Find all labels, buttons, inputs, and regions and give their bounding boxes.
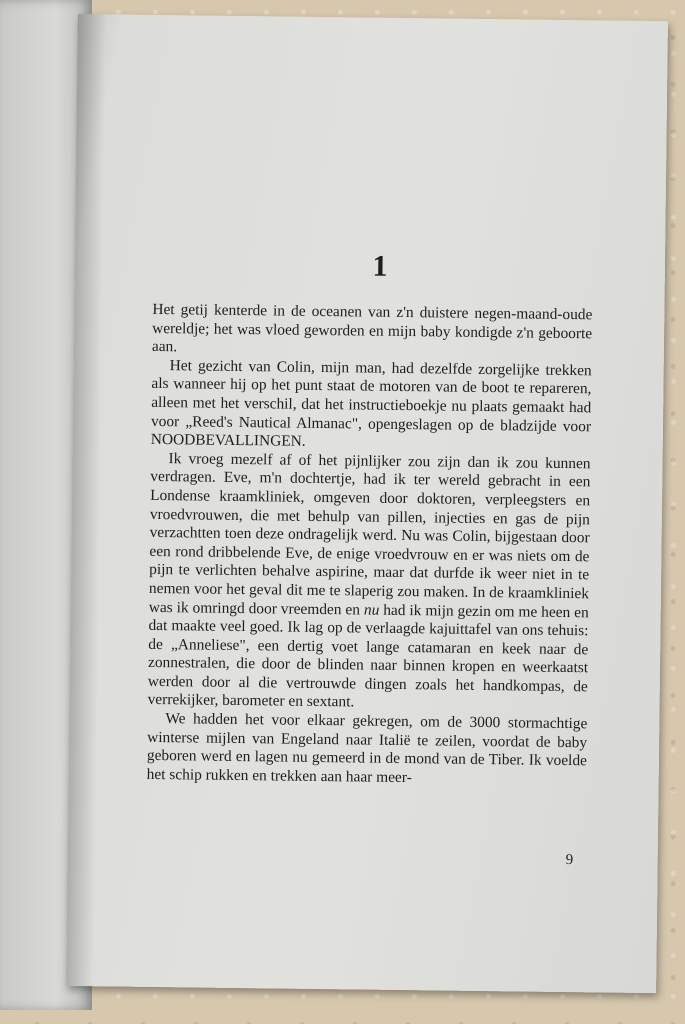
paragraph	[148, 450, 591, 716]
paragraph	[152, 301, 593, 362]
paragraph-text: Ik vroeg mezelf af of het pijnlijker zou zijn dan ik zou kunnen verdragen. Eve, m'n dochtertje, had ik ter wereld gebracht in een Londense kraamkliniek, omgeven door doktoren, verpleegsters en vroedvrouwen, die met behulp van pillen, injecties en gas de pijn verzachtten toen deze ondragelijk werd. Nu was Colin, bijgestaan door een rond dribbelende Eve, de enige vroedvrouw en er was niets om de pijn te verlichten behalve aspirine, maar dat durfde ik weer niet in te nemen voor het geval dit me te slaperig zou maken. In de kraamkliniek was ik omringd door vreemden en	[148, 449, 591, 619]
book-page	[66, 14, 668, 993]
body-text	[147, 301, 593, 790]
paragraph-text: had ik mijn gezin om me heen en dat maakte veel goed. Ik lag op de verlaagde kajuittafel van ons tehuis: de „Anneliese", een dertig voet lange catamaran en keek naar de zonnestralen, die door de blinden naar binnen kropen en weerkaatst werden door al die vertrouwde dingen zoals het handkompas, de verrekijker, barometer en sextant.	[147, 601, 589, 711]
paragraph-text: Het gezicht van Colin, mijn man, had dezelfde zorgelijke trekken als wanneer hij op het punt staat de motoren van de boot te repareren, alleen met het verschil, dat het instructieboekje nu plaats gemaakt had voor „Reed's Nautical Almanac", opengeslagen op de bladzijde voor NOODBEVALLINGEN.	[150, 356, 592, 450]
paragraph	[151, 357, 592, 455]
paragraph-text: We hadden het voor elkaar gekregen, om de 3000 stormachtige winterse mijlen van Engeland naar Italië te zeilen, voordat de baby geboren werd en lagen nu gemeerd in de mond van de Tiber. Ik voelde het schip rukken en trekken aan haar meer-	[146, 710, 588, 786]
italic-word: nu	[363, 601, 380, 619]
chapter-number: 1	[372, 249, 388, 283]
page-number: 9	[565, 852, 574, 869]
paragraph-text: Het getij kenterde in de oceanen van z'n duistere negen-maand-oude wereldje; het was vloed geworden en mijn baby kondigde z'n geboorte aan.	[151, 300, 593, 356]
paragraph	[147, 710, 588, 790]
